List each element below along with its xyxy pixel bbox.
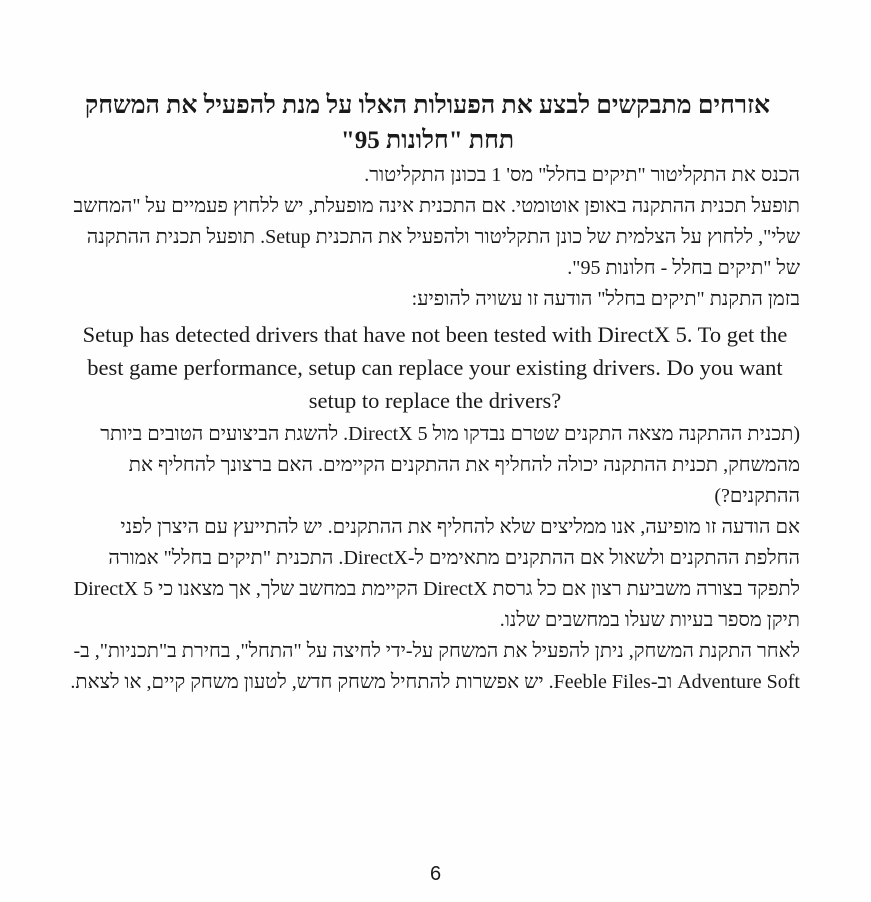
paragraph-message-intro: בזמן התקנת "תיקים בחלל" הודעה זו עשויה להופיע: — [411, 288, 800, 310]
paragraph-insert-cd: הכנס את התקליטור "תיקים בחלל" מס' 1 בכונן התקליטור. — [364, 164, 800, 186]
page-number: 6 — [429, 863, 442, 885]
paragraph-autorun: תופעל תכנית ההתקנה באופן אוטומטי. אם התכנית אינה מופעלת, יש ללחוץ פעמיים על "המחשב שלי", ללחוץ על הצלמית של כונן התקליטור ולהפעיל את התכנית Setup. תופעל תכנית ההתקנה של "תיקים בחלל - חלונות 95". — [73, 195, 800, 279]
body-text — [70, 160, 800, 698]
paragraph-message-translation: (תכנית ההתקנה מצאה התקנים שטרם נבדקו מול DirectX 5. להשגת הביצועים הטובים ביותר מהמשחק, תכנית ההתקנה יכולה להחליף את ההתקנים הקיימים. האם ברצונך להחליף את ההתקנים?) — [100, 423, 800, 507]
paragraph-english-message: Setup has detected drivers that have not been tested with DirectX 5. To get the best game performance, setup can replace your existing drivers. Do you want setup to replace the drivers? — [82, 322, 788, 413]
page-heading: אזרחים מתבקשים לבצע את הפעולות האלו על מנת להפעיל את המשחק תחת "חלונות 95" — [84, 92, 771, 154]
paragraph-after-install: לאחר התקנת המשחק, ניתן להפעיל את המשחק על-ידי לחיצה על "התחל", בחירת ב"תכניות", ב-Adventure Soft וב-Feeble Files. יש אפשרות להתחיל משחק חדש, לטעון משחק קיים, או לצאת. — [70, 640, 800, 693]
paragraph-recommendation: אם הודעה זו מופיעה, אנו ממליצים שלא להחליף את ההתקנים. יש להתייעץ עם היצרן לפני החלפת ההתקנים ולשאול אם ההתקנים מתאימים ל-DirectX. התכנית "תיקים בחלל" אמורה לתפקד בצורה משביעת רצון אם כל גרסת DirectX הקיימת במחשב שלך, אך מצאנו כי DirectX 5 תיקן מספר בעיות שעלו במחשבים שלנו. — [73, 516, 800, 631]
